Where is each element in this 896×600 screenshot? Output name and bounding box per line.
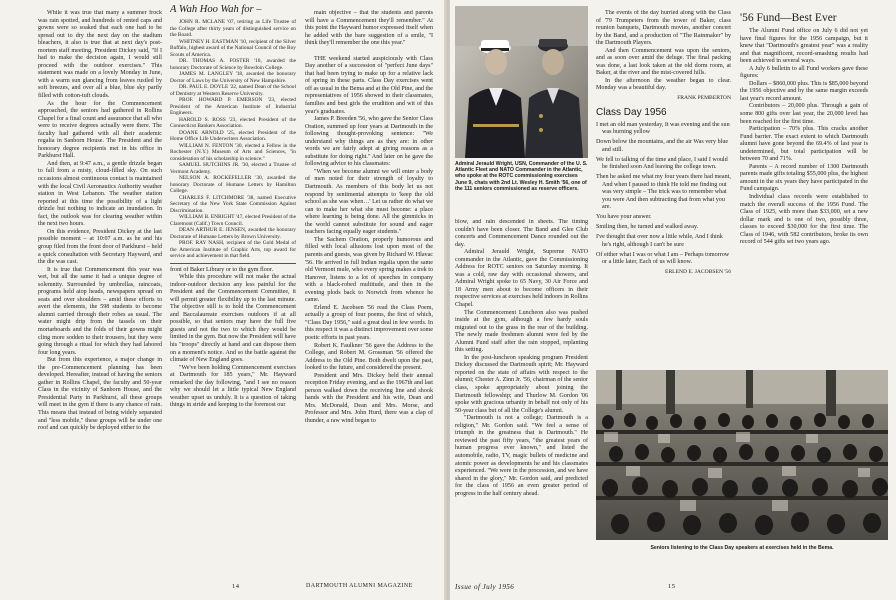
- poem-stanza: We fell to talking of the time and place, I said I would be finished soon And leaving the college town.: [596, 156, 728, 171]
- admiral-photo: [455, 6, 588, 158]
- paragraph: The Commencement Luncheon also was pushed inside at the gym, although a few hardy souls migrated out to the grass in the rear of the building. The newly made freshmen alumni were fed by the Alumni Fund staff after the rain stopped, replanting this setting.: [455, 309, 588, 354]
- paragraph: Admiral Jerauld Wright, Supreme NATO commander in the Atlantic, gave the Commissioning Address for ROTC seniors on Saturday morning. It was a cold, raw day with occasional showers, and Admiral Wright spoke to 65 Navy, 30 Air Force and 18 Army men about to become officers in their respective services at exercises held indoors in Rollins Chapel.: [455, 249, 588, 309]
- bema-photo-caption: Seniors listening to the Class Day speakers at exercises held in the Bema.: [650, 545, 834, 551]
- poem-stanza: I met an old man yesterday, It was evening and the sun was burning yellow: [596, 121, 730, 136]
- paragraph: "Dartmouth is not a college; Dartmouth is a religion," Mr. Gordon said. "We feel a sense of triumph in the greatness that is Dartmouth." He reviewed the past fifty years, "the greatest years of human progress ever known," and listed the automobile, radio, TV, magic bullets of medicine and atomic power as developments he and his classmates experienced. "We were in the procession, and we have shared in the glory," Mr. Gordon said, and predicted for the class of 1956 an even greater period of progress in the half century ahead.: [455, 415, 588, 497]
- poet-signature: ERLEND E. JACOBSEN '56: [665, 268, 731, 275]
- paragraph: A July 6 bulletin to all Fund workers gave these figures:: [740, 65, 868, 80]
- fund-heading: '56 Fund—Best Ever: [740, 12, 837, 24]
- issue-date: Issue of July 1956: [455, 583, 515, 591]
- paragraph: And then, at 9:47 a.m., a gentle drizzle began to fall from a misty, cloud-filled sky. On such occasions almost continuous contact is maintained with the local Civil Aeronautics Authority weather station in West Lebanon. The weather station reported at this time the possibility of a light drizzle but nothing to indicate an inundation. In fact, the outlook was for clearing weather within the next two hours.: [38, 160, 162, 228]
- divider: [170, 263, 296, 264]
- left-column-3: [305, 10, 433, 570]
- paragraph: But from this experience, a major change in the pre-Commencement planning has been developed. Hereafter, instead of having the seniors gather in Rollins Chapel, the faculty and 50-year Class in the vicinity of Sanborn House, and the Presidential Party in Parkhurst, all these groups will meet in the gym if there is any chance of rain. This means that instead of being widely separated and "less mobile," these groups will be under one roof and can quickly be deployed either to the: [38, 357, 162, 432]
- paragraph: "We've been holding Commencement exercises at Dartmouth for 185 years," Mr. Hayward remarked the day following, "and I see no reason why we should let a little typical New England weather upset us unduly. It is a question of taking things in stride and keeping to the foremost our: [170, 364, 296, 409]
- admiral-photo-image: [455, 6, 588, 158]
- page-number-left: 14: [232, 583, 240, 590]
- honor-item: SAMUEL HUTCHINS JR. '30, elected a Trustee of Vermont Academy.: [170, 162, 296, 175]
- paragraph: Contributors – 20,000 plus. Through a gain of some 800 gifts over last year, the 20,000 level has been reached for the first time.: [740, 103, 868, 125]
- paragraph: And then Commencement was upon the seniors, and as soon over amid the deluge. The final packing was done, a last look taken at the old dorm room, at Baker, at the river and the mist-covered hills.: [596, 47, 731, 77]
- paragraph: Participation – 70% plus. This cracks another Fund barrier. The exact extent to which Dartmouth alumni have gone beyond the 69.4% of last year is undetermined, but total participation will be between 70 and 71%.: [740, 126, 868, 163]
- poem-stanza: Down below the mountains, and the air Was very blue and still.: [596, 139, 729, 153]
- page-number-right: 15: [668, 583, 676, 590]
- honor-item: WILLIAM B. ENRIGHT '47, elected President of the Claremont (Calif.) Town Council.: [170, 214, 296, 227]
- honor-item: DR. THOMAS A. FOSTER '10, awarded the honorary Doctorate of Science by Bowdoin College.: [170, 58, 296, 71]
- paragraph: It is true that Commencement this year was wet, but all the same it had a unique degree of solemnity. Surrounded by umbrellas, raincoats, programs held atop heads, newspapers spread on seats and over shoulders – amid these efforts to avert the elements, the 598 students to become alumni carried through their robes as usual. The water might drip from the tassels on their mortarboards and the folds of their gowns might cling more sodden to their trousers, but they were going through a ritual for which they had labored four long years.: [38, 266, 162, 356]
- paragraph: Parents – A record number of 1300 Dartmouth parents made gifts totaling $55,000 plus, the highest amount in the six years they have participated in the Fund campaign.: [740, 163, 868, 193]
- honor-roll-list: [170, 19, 296, 260]
- paragraph: The events of the day hurried along with the Class of '79 Trumpeters from the tower of Baker, class reunion banquets, Dartmouth movies, another concert by the Band, and a production of "The Rainmaker" by the Dartmouth Players.: [596, 10, 731, 47]
- poem-title: Class Day 1956: [596, 106, 667, 118]
- poem-stanza: Of either what I was or what I am – Perhaps tomorrow or a little later, Each of us will know.: [596, 251, 730, 266]
- paragraph: Individual class records were established to match the overall success of the 1956 Fund. The Class of 1925, with more than $33,000, set a new dollar mark and is one of two, possibly three, classes to exceed $30,000 for the first time. The Class of 1946, with 582 contributors, broke its own record of 544 gifts set two years ago.: [740, 194, 868, 246]
- poem-stanza: Smiling then, he turned and walked away.: [596, 224, 699, 231]
- honor-item: CHARLES F. LITCHMORE '38, named Executive Secretary of the New York State Commission Against Discrimination.: [170, 194, 296, 214]
- bema-crowd-image: [596, 370, 888, 540]
- bema-crowd-photo: [596, 370, 888, 540]
- right-page: [450, 0, 896, 600]
- paragraph: In the post-luncheon speaking program President Dickey discussed the Dartmouth spirit; Mr. Hayward reported on the state of affairs with respect to the alumni; Chester A. Zinn Jr. '56, chairman of the senior class, spoke appropriately about joining the Dartmouth fellowship; and Thurlow M. Gordon '06 spoke with gracious urbanity in behalf not only of his 50-year class but of all the College's alumni.: [455, 354, 588, 414]
- left-column-2: [170, 4, 296, 570]
- class-day-poem: [596, 122, 731, 267]
- poem-stanza: You have your answer.: [596, 214, 652, 221]
- poem-stanza: Then he asked me what my four years there had meant, And when I paused to think He told me finding out was very simple – The trick was to remember what you were And then subtracting that from what you are.: [596, 174, 731, 211]
- magazine-title: DARTMOUTH ALUMNI MAGAZINE: [306, 583, 413, 589]
- honor-item: HAROLD S. ROSS '23, elected President of the Connecticut Bankers Association.: [170, 116, 296, 129]
- paragraph: main objective – that the students and parents will have a Commencement they'll remember." At this point the Hayward humor expressed itself when he added with the bare suggestion of a smile, "I think they'll remember the one this year.": [305, 10, 433, 47]
- honor-item: DR. PAUL E. DOYLE '22, named Dean of the School of Dentistry at Western Reserve University.: [170, 84, 296, 97]
- paragraph: "When we become alumni we will enter a body of men noted for their strength of loyalty to Dartmouth. As members of this body let us not respond by sentimental attempts to 'keep the old school as she was when…' Let us rather do what we can to make her what she must become: a place where learning is being done. All the gimmicks in the world cannot substitute for sound and eager teachers facing equally eager students.": [305, 168, 433, 236]
- left-page: [0, 0, 446, 600]
- honor-item: PROF. RAY NASH, recipient of the Gold Medal of the American Institute of Graphic Arts, top award for service and achievement in that field.: [170, 240, 296, 259]
- honor-item: PROF. HOWARD P. EMERSON '23, elected President of the American Institute of Industrial Engineers.: [170, 97, 296, 116]
- honor-item: JOHN R. MCLANE '07, retiring as Life Trustee of the College after thirty years of distinguished service on the Board.: [170, 19, 296, 38]
- paragraph: President and Mrs. Dickey held their annual reception Friday evening, and as the 1967th and last person walked down the receiving line and shook hands with the President and his wife, Dean and Mrs. McDonald, Dean and Mrs. Morse, and Professor and Mrs. John Hurd, there was a clap of thunder, a raw wind began to: [305, 372, 433, 424]
- paragraph: The Alumni Fund office on July 6 did not yet have final figures for the 1956 campaign, but it knew that "Dartmouth's greatest year" was a reality and that magnificent, record-smashing results had been achieved in several ways.: [740, 28, 868, 65]
- honor-roll-heading: A Wah Hoo Wah for –: [170, 4, 262, 15]
- admiral-photo-caption: Admiral Jerauld Wright, USN, Commander of the U. S. Atlantic Fleet and NATO Commander in the Atlantic, who spoke at the ROTC commissioning exercises June 9, chats with 2nd Lt. Wesley H. Smith '56, one of the 111 seniors commissioned as reserve officers.: [455, 161, 588, 192]
- paragraph: blow, and rain descended in sheets. The timing couldn't have been closer. The Band and Glee Club concerts and Commencement Dance rounded out the day.: [455, 219, 588, 248]
- honor-item: DEAN ARTHUR E. JENSEN, awarded the honorary Doctorate of Humane Letters by Brown University.: [170, 227, 296, 240]
- paragraph: front of Baker Library or to the gym floor.: [170, 266, 274, 273]
- honor-item: WHITNEY H. EASTMAN '10, recipient of the Silver Buffalo, highest award of the National Council of the Boy Scouts of America.: [170, 38, 296, 58]
- paragraph: James P. Breeden '56, who gave the Senior Class Oration, summed up four years at Dartmouth in the following thought-provoking sentence: "We understand why things are as they are: in other words we are fairly adept at giving reasons as a substitute for doing right." And later on he gave the following advice to his classmates:: [305, 116, 433, 168]
- paragraph: While this procedure will not make the actual indoor-outdoor decision any less painful for the President and the Commencement Committee, it will permit greater flexibility up to the last minute. The objective still is to hold the Commencement and Baccalaureate exercises outdoors if at all possible, so that seniors may have the full five guests and not the two to which they would be limited in the gym. But now the President will have his "troops" directly at hand and can dispose them on a moment's notice. And so the battle against the climate of New England goes.: [170, 274, 296, 364]
- author-signature: FRANK PEMBERTON: [677, 95, 731, 102]
- left-column-1: [38, 10, 162, 570]
- right-column-1: [455, 219, 588, 539]
- honor-item: JAMES M. LANGLEY '18, awarded the honorary Doctor of Laws by the University of New Hampshire.: [170, 71, 296, 84]
- paragraph: Robert K. Faulkner '56 gave the Address to the College, and Robert M. Grossman '56 offered the Address to the Old Pine. Both dwelt upon the past, looked to the future, and considered the present.: [305, 342, 433, 372]
- poem-stanza: I've thought that over now a little while, And I think he's right, although I can't be sure: [596, 234, 723, 248]
- honor-item: NELSON A. ROCKEFELLER '30, awarded the honorary Doctorate of Humane Letters by Hamilton College.: [170, 175, 296, 194]
- fund-sidebar: [740, 12, 868, 364]
- paragraph: While it was true that many a summer frock was rain spotted, and hundreds of rented caps and gowns were so soaked that each one had to be spread out to dry the next day on the stadium bleachers, it also is true that at next day's post-mortem staff meeting, President Dickey said, "If I had to make the decision again, I would still proceed with the outdoor exercises." This statement was made on a lovely Monday in June, with a warm sun glancing from leaves rustled by soft breezes, and over all a blue, blue sky partly filled with cotton-tuft clouds.: [38, 10, 162, 100]
- paragraph: Erlend E. Jacobsen '56 read the Class Poem, actually a group of four poems, the first of which, "Class Day 1956," said a great deal in few words. In this respect it was a distinct improvement over some poetic efforts in past years.: [305, 304, 433, 341]
- right-column-2: [596, 10, 731, 370]
- paragraph: On this evidence, President Dickey at the last possible moment – at 10:07 a.m. as he and his group filed from the front door of Parkhurst – held a quick consultation with Secretary Hayward, and the die was cast.: [38, 228, 162, 266]
- paragraph: THE weekend started auspiciously with Class Day another of a succession of "perfect June days" that had been trying to make up for a relative lack of spring in these parts. Class Day exercises went off as usual in the Bema and at the Old Pine, and the representatives of 1956 showed to their classmates, families and best girls the erudition and wit of this year's graduates.: [305, 55, 433, 115]
- paragraph: As the hour for the Commencement approached, the seniors had gathered in Rollins Chapel for a final count and assurance that all who were to receive degrees actually were there. The faculty had gathered with all their academic regalia in Sanborn House. The President and the honorary degree recipients met in his office in Parkhurst Hall.: [38, 100, 162, 160]
- honor-item: WILLIAM N. FENTON '30, elected a Fellow in the Rochester (N.Y.) Museum of Arts and Sciences, "in consideration of his scholarship in science.": [170, 142, 296, 162]
- honor-item: DOANE ARNOLD '25, elected President of the Home Office Life Underwriters Association.: [170, 129, 296, 142]
- paragraph: In the afternoon the weather began to clear. Monday was a beautiful day.: [596, 77, 731, 92]
- paragraph: The Sachem Oration, properly humorous and filled with local allusions lost upon most of the parents and guests, was given by Richard W. Hlavac '56. He arrived in full Indian regalia upon the same old Vermont mule, who every spring makes a trek to Hanover, listens to a lot of speeches in company with a black-robed multitude, and then in the evening plods back to Norwich from whence he came.: [305, 236, 433, 304]
- paragraph: Dollars – $860,000 plus. This is $85,000 beyond the 1956 objective and by the same margin exceeds last year's record amount.: [740, 80, 868, 102]
